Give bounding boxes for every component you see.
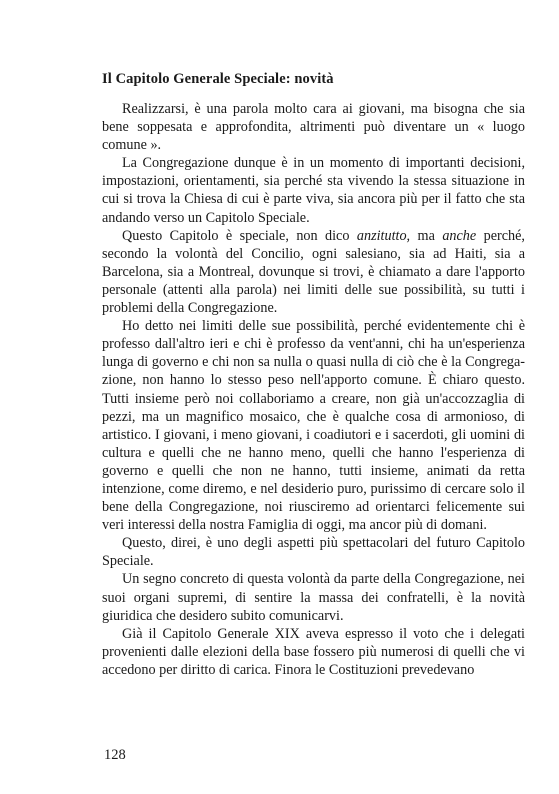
page-body [102,70,525,679]
paragraph-3-italic-anzitutto: anzitutto, [356,227,411,244]
paragraph-1: Realizzarsi, è una parola molto cara ai giovani, ma bisogna che sia bene soppesata e approfondita, altrimenti può diventare un « luogo comune ». [102,101,525,154]
paragraph-2: La Congregazione dunque è in un momento di importanti decisioni, impostazioni, orientamenti, sia perché sta vivendo la stessa situazione in cui si trova la Chiesa di cui è parte viva, sia ancora più per il fatto che sta andando verso un Capitolo Speciale. [102,155,525,226]
paragraph-6: Un segno concreto di questa volontà da parte della Congregazione, nei suoi organi supremi, di sentire la massa dei confratelli, è la novità giuridica che desidero subito comunicarvi. [102,571,525,624]
paragraph-4: Ho detto nei limiti delle sue possibilità, perché evidentemente chi è professo dall'altro ieri e chi è professo da vent'anni, chi ha un'esperienza lunga di governo e chi non sa nulla o quasi nulla di ciò che è la Congregazione, non hanno lo stesso peso nell'apporto comune. È chiaro questo. Tutti insieme però noi collaboriamo a creare, non già un'accozzaglia di pezzi, ma un magnifico mosaico, che è qualche cosa di armonioso, di artistico. I giovani, i meno giovani, i coadiutori e i sacerdoti, gli uomini di cultura e quelli che ne hanno meno, quelli che hanno l'esperienza di governo e quelli che non ne hanno, tutti insieme, animati da retta intenzione, come diremo, e nel desiderio puro, purissimo di cercare solo il bene della Congregazione, noi riusciremo ad orientarci felicemente sui veri interessi della nostra Famiglia di oggi, ma ancor più di domani. [102,318,525,534]
paragraph-3-italic-anche: anche [442,227,477,244]
paragraph-3-after: perché, secondo la volontà del Concilio, ogni salesiano, sia ad Haiti, sia a Barcelona, sia a Montreal, dovunque si trovi, è chiamato a dare l'apporto personale (attenti alla parola) nei limiti delle sue possibilità, su tutti i problemi della Congregazione. [102,227,525,317]
paragraph-3 [102,227,525,317]
paragraph-3-middle: ma [410,227,443,244]
paragraph-3-before: Questo Capitolo è speciale, non dico [122,227,357,244]
paragraph-5: Questo, direi, è uno degli aspetti più spettacolari del futuro Capitolo Speciale. [102,535,525,570]
paragraph-7: Già il Capitolo Generale XIX aveva espresso il voto che i delegati provenienti dalle elezioni della base fossero più numerosi di quelli che vi accedono per diritto di carica. Finora le Costituzioni prevedevano [102,625,525,678]
section-title: Il Capitolo Generale Speciale: novità [102,71,334,87]
page-number: 128 [104,747,126,763]
